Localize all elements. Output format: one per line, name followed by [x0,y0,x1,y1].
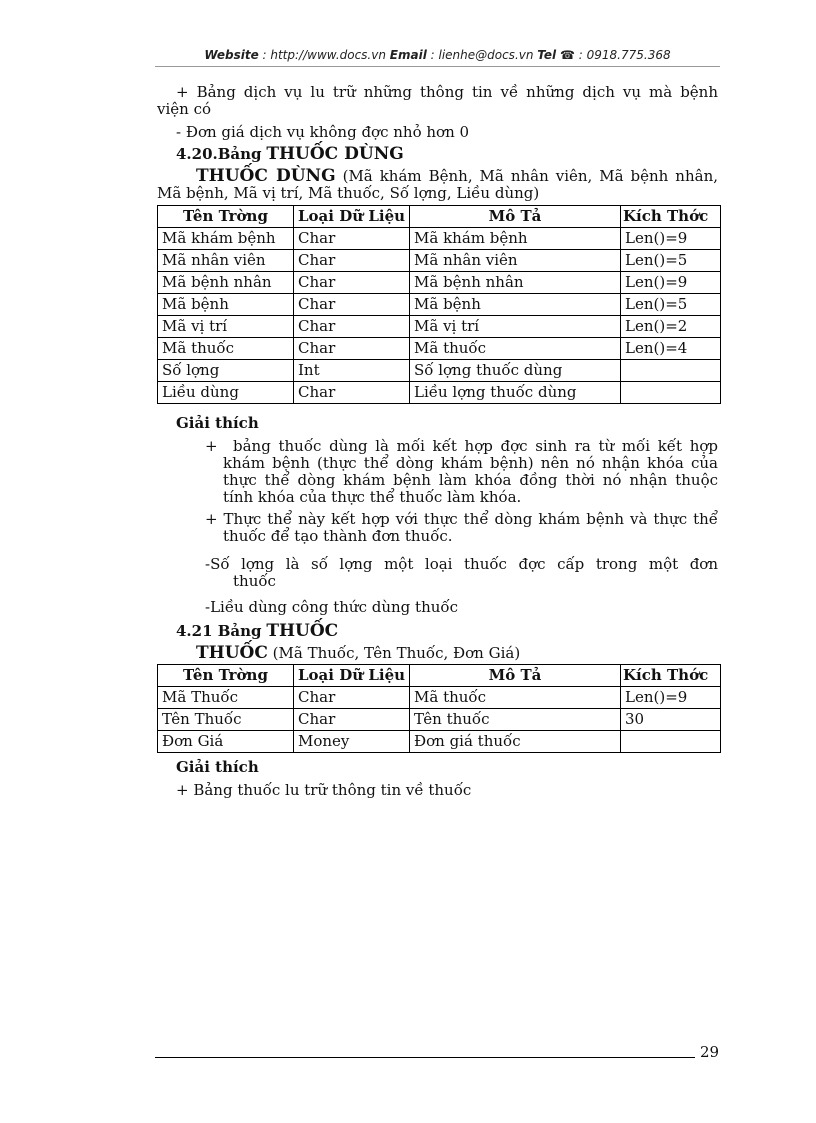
section-title: THUỐC DÙNG [266,144,404,164]
column-header: Tên Trờng [158,665,294,687]
cell: Mã thuốc [410,338,621,360]
table-row [158,228,721,250]
cell: Mã bệnh nhân [410,272,621,294]
cell: 30 [621,709,721,731]
tel-number: : 0918.775.368 [574,48,671,62]
cell: Len()=5 [621,294,721,316]
cell: Int [294,360,410,382]
explain-line-2: + Bảng thuốc lu trữ thông tin về thuốc [176,781,472,799]
table-row [158,316,721,338]
schema-line [196,645,520,662]
table-row [158,338,721,360]
cell: Mã thuốc [410,687,621,709]
cell: Mã bệnh [410,294,621,316]
cell: Mã thuốc [158,338,294,360]
cell: Char [294,709,410,731]
cell: Len()=9 [621,228,721,250]
page-number: 29 [700,1043,720,1061]
schema-fields-1: (Mã khám Bệnh, Mã nhân viên, Mã bệnh nhân, [335,167,718,185]
page-header [155,48,720,62]
cell [621,382,721,404]
cell: Char [294,687,410,709]
cell: Char [294,250,410,272]
cell: Char [294,382,410,404]
email-label: Email [389,48,427,62]
intro-line-2: viện có [157,100,212,118]
table-row [158,360,721,382]
cell: Liều lợng thuốc dùng [410,382,621,404]
thuoc-dung-table [157,205,721,404]
cell: Đơn Giá [158,731,294,753]
explain-title-2: Giải thích [176,758,259,776]
schema-line-1 [196,168,718,185]
cell: Liều dùng [158,382,294,404]
schema-table-name: THUỐC [196,643,268,663]
header-divider [155,66,720,67]
cell: Char [294,228,410,250]
cell: Mã bệnh nhân [158,272,294,294]
bullet-3-line-1: -Số lợng là số lợng một loại thuốc đợc cấp trong một đơn [205,555,718,573]
email-address: : lienhe@docs.vn [426,48,538,62]
cell: Số lợng thuốc dùng [410,360,621,382]
table-row [158,382,721,404]
phone-icon: ☎ [560,48,575,62]
cell: Char [294,338,410,360]
bullet-1-line-1: bảng thuốc dùng là mối kết hợp đợc sinh ra từ mối kết hợp [233,437,718,455]
section-number: 4.21 Bảng [176,622,262,640]
cell: Len()=5 [621,250,721,272]
cell: Len()=9 [621,272,721,294]
cell: Mã vị trí [158,316,294,338]
cell: Mã khám bệnh [158,228,294,250]
cell [621,360,721,382]
schema-fields: (Mã Thuốc, Tên Thuốc, Đơn Giá) [267,644,521,662]
bullet-2-line-2: thuốc để tạo thành đơn thuốc. [223,527,453,545]
column-header: Loại Dữ Liệu [294,665,410,687]
bullet-3-line-2: thuốc [233,572,276,590]
section-heading-4-20 [176,146,404,163]
bullet-1-line-2: khám bệnh (thực thể dòng khám bệnh) nên nó nhận khóa của [223,454,718,472]
cell: Số lợng [158,360,294,382]
table-row [158,709,721,731]
cell: Mã bệnh [158,294,294,316]
section-number: 4.20.Bảng [176,145,262,163]
cell: Mã nhân viên [158,250,294,272]
column-header: Mô Tả [410,665,621,687]
section-heading-4-21 [176,623,338,640]
table-header-row [158,206,721,228]
website-label: Website [204,48,259,62]
bullet-1-mark: + [205,437,218,455]
cell: Char [294,316,410,338]
table-row [158,731,721,753]
schema-line-2: Mã bệnh, Mã vị trí, Mã thuốc, Số lợng, Liều dùng) [157,184,540,202]
bullet-1-line-3: thực thể dòng khám bệnh làm khóa đồng thời nó nhận thuộc [223,471,718,489]
schema-table-name: THUỐC DÙNG [196,166,336,186]
bullet-1-line-4: tính khóa của thực thể thuốc làm khóa. [223,488,522,506]
bullet-2-line-1: + Thực thể này kết hợp với thực thể dòng khám bệnh và thực thể [205,510,718,528]
table-row [158,272,721,294]
cell: Len()=4 [621,338,721,360]
cell: Mã nhân viên [410,250,621,272]
footer-divider [155,1057,695,1058]
cell: Len()=9 [621,687,721,709]
cell: Mã vị trí [410,316,621,338]
table-row [158,250,721,272]
cell: Mã khám bệnh [410,228,621,250]
intro-line-3: - Đơn giá dịch vụ không đợc nhỏ hơn 0 [176,123,470,141]
bullet-4: -Liều dùng công thức dùng thuốc [205,598,458,616]
cell: Mã Thuốc [158,687,294,709]
section-title: THUỐC [266,621,339,641]
table-header-row [158,665,721,687]
cell [621,731,721,753]
table-row [158,294,721,316]
tel-label: Tel [537,48,557,62]
cell: Đơn giá thuốc [410,731,621,753]
column-header: Tên Trờng [158,206,294,228]
website-url: : http://www.docs.vn [258,48,390,62]
cell: Money [294,731,410,753]
explain-title-1: Giải thích [176,414,259,432]
cell: Tên Thuốc [158,709,294,731]
cell: Len()=2 [621,316,721,338]
column-header: Mô Tả [410,206,621,228]
column-header: Kích Thớc [621,206,721,228]
cell: Char [294,272,410,294]
thuoc-table [157,664,721,753]
intro-line-1: + Bảng dịch vụ lu trữ những thông tin về những dịch vụ mà bệnh [176,83,718,101]
cell: Char [294,294,410,316]
column-header: Loại Dữ Liệu [294,206,410,228]
column-header: Kích Thớc [621,665,721,687]
table-row [158,687,721,709]
cell: Tên thuốc [410,709,621,731]
